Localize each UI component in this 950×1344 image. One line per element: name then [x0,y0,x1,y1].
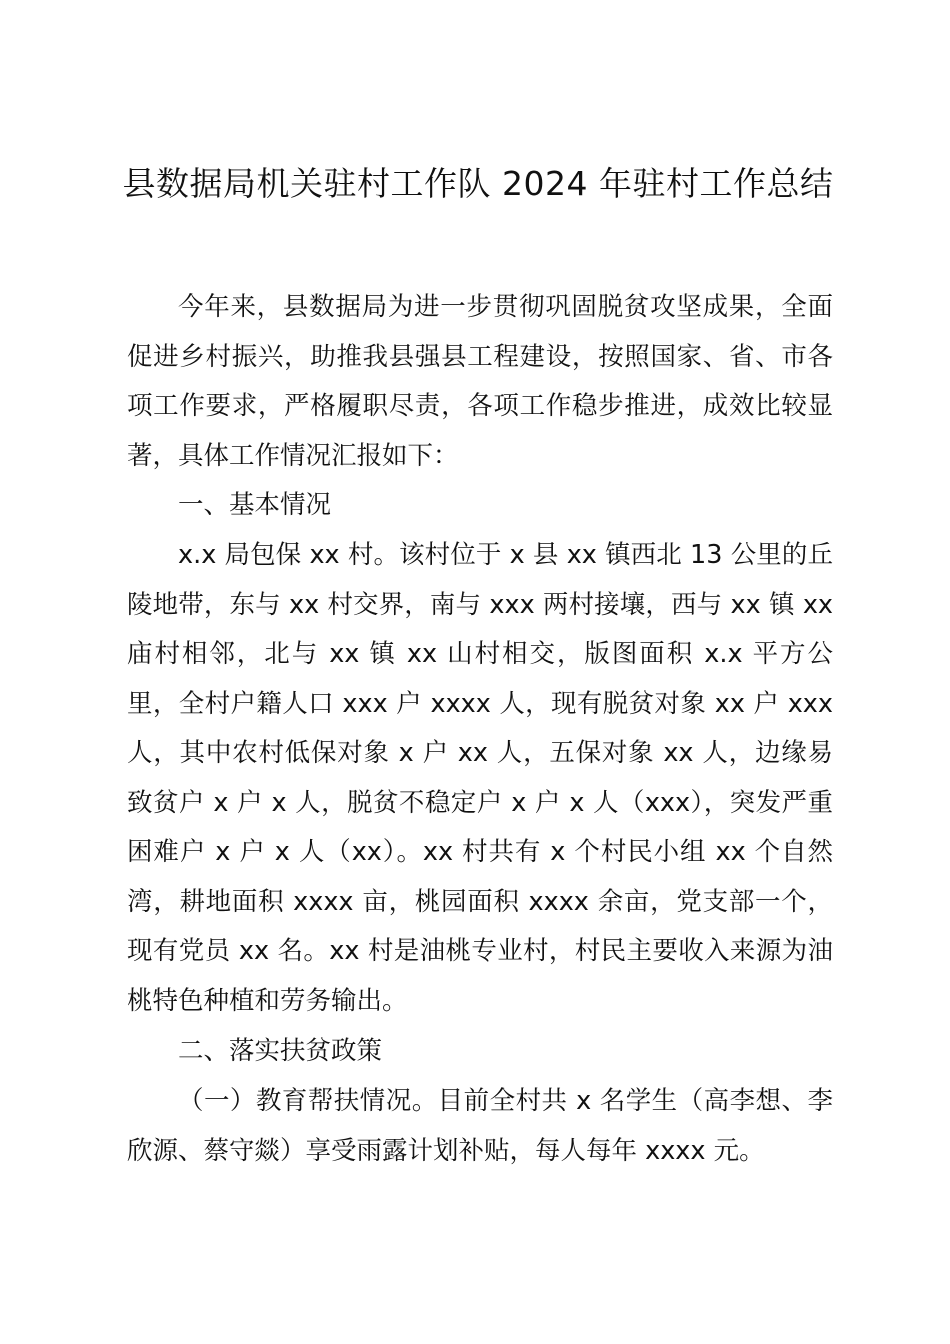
section-heading-poverty-policy: 二、落实扶贫政策 [178,1036,383,1066]
education-support-paragraph: （一）教育帮扶情况。目前全村共 x 名学生（高李想、李欣源、蔡守燚）享受雨露计划补贴，每人每年 xxxx 元。 [127,1086,833,1166]
section-heading-basic-info: 一、基本情况 [178,490,332,520]
basic-info-paragraph: x.x 局包保 xx 村。该村位于 x 县 xx 镇西北 13 公里的丘陵地带，东与 xx 村交界，南与 xxx 两村接壤，西与 xx 镇 xx 庙村相邻，北与 xx 镇 xx 山村相交，版图面积 x.x 平方公里，全村户籍人口 xxx 户 xxxx 人，现有脱贫对象 xx 户 xxx 人，其中农村低保对象 x 户 xx 人，五保对象 xx 人，边缘易致贫户 x 户 x 人，脱贫不稳定户 x 户 x 人（xxx），突发严重困难户 x 户 x 人（xx）。xx 村共有 x 个村民小组 xx 个自然湾，耕地面积 xxxx 亩，桃园面积 xxxx 余亩，党支部一个，现有党员 xx 名。xx 村是油桃专业村，村民主要收入来源为油桃特色种植和劳务输出。 [127,540,833,1016]
document-title: 县数据局机关驻村工作队 2024 年驻村工作总结 [122,164,834,203]
intro-paragraph: 今年来，县数据局为进一步贯彻巩固脱贫攻坚成果，全面促进乡村振兴，助推我县强县工程建设，按照国家、省、市各项工作要求，严格履职尽责，各项工作稳步推进，成效比较显著，具体工作情况汇报如下： [127,292,833,471]
